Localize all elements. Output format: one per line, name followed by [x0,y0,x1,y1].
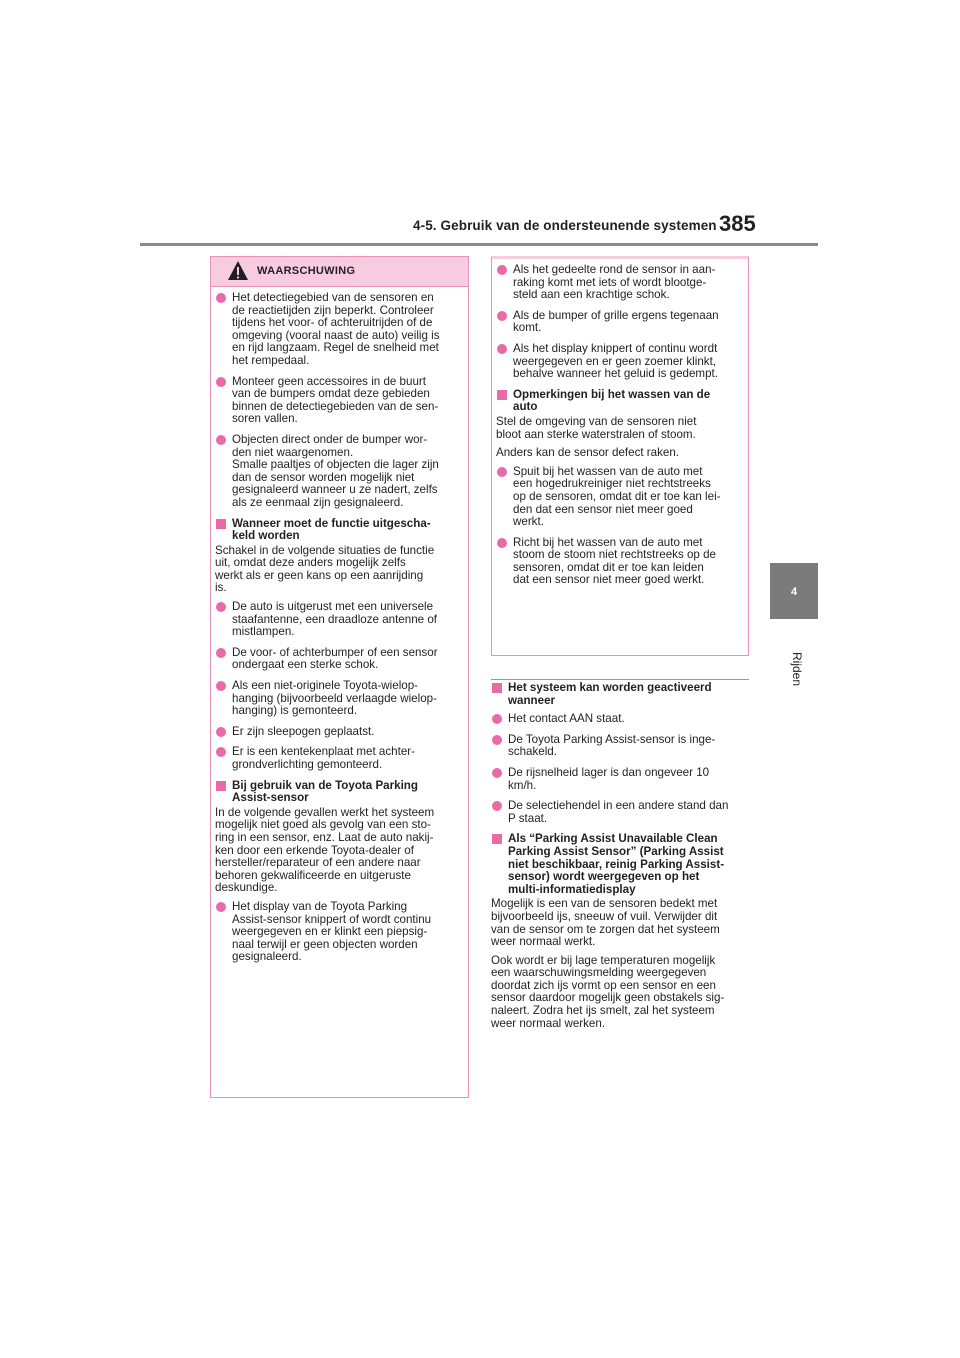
main-content [491,682,753,1036]
warning-box [210,256,469,1098]
section-heading-text: Het systeem kan worden geactiveerd wanneer [508,681,712,707]
paragraph: Mogelijk is een van de sensoren bedekt met bijvoorbeeld ijs, sneeuw of vuil. Verwijder dit van de sensor om te zorgen dat het systeem weer normaal werkt. [491,897,720,949]
section-divider [491,679,749,680]
list-item-text: De rijsnelheid lager is dan ongeveer 10 km/h. [508,765,710,792]
chapter-tab [770,563,818,619]
list-item-text: Er is een kentekenplaat met achter- grondverlichting gemonteerd. [232,745,416,771]
square-bullet-icon [216,519,226,529]
list-item [491,767,753,792]
section-heading [491,682,753,707]
list-item-text: Het contact AAN staat. [508,712,625,726]
list-item-text: Monteer geen accessoires in de buurt van de bumpers omdat deze gebieden binnen de detectiegebieden van de sen- soren vallen. [232,374,439,426]
list-item-text: Objecten direct onder de bumper wor- den niet waargenomen. Smalle paaltjes of objecten die lager zijn dan de sensor worden mogelijk niet gesignaleerd wanneer u ze nadert, zelfs als ze eenmaal zijn gesignaleerd. [232,432,439,509]
bullet-icon [492,735,502,745]
square-bullet-icon [492,683,502,693]
list-item-text: Richt bij het wassen van de auto met stoom de stoom niet rechtstreeks op de sensoren, omdat dit er toe kan leiden dat een sensor niet meer goed werkt. [513,535,716,587]
list-item [491,713,753,726]
section-title: 4-5. Gebruik van de ondersteunende systemen [413,218,717,233]
chapter-number: 4 [790,586,798,598]
paragraph: Stel de omgeving van de sensoren niet bloot aan sterke waterstralen of stoom. [496,414,697,441]
bullet-icon [216,293,226,303]
list-item [215,901,462,964]
warning-header [211,257,468,287]
paragraph: In de volgende gevallen werkt het systeem mogelijk niet goed als gevolg van een sto- ring in een sensor, enz. Laat de auto nakij- ken door een erkende Toyota-dealer of hersteller/reparateur of een andere naar behoren gekwalificeerde en uitgeruste deskundige. [215,805,435,895]
warning-triangle-icon [227,260,249,282]
chapter-label: Rijden [790,652,804,687]
list-item [215,746,462,771]
list-item [215,376,462,426]
list-item-text: De Toyota Parking Assist-sensor is inge- schakeld. [508,732,716,759]
bullet-icon [497,538,507,548]
list-item-text: Het detectiegebied van de sensoren en de reactietijden zijn beperkt. Controleer tijdens het voor- of achteruitrijden of de omgeving (vooral naast de auto) veilig is en rijd langzaam. Regel de snelheid met het rempedaal. [232,291,440,367]
bullet-icon [216,747,226,757]
bullet-icon [492,801,502,811]
list-item-text: Als het display knippert of continu wordt weergegeven en er geen zoemer klinkt, behalve wanneer het geluid is gedempt. [513,341,718,381]
list-item-text: De voor- of achterbumper of een sensor ondergaat een sterke schok. [232,645,438,672]
bullet-icon [497,467,507,477]
bullet-icon [216,602,226,612]
square-bullet-icon [216,781,226,791]
section-heading [491,833,753,896]
bullet-icon [216,648,226,658]
section-heading-text: Als “Parking Assist Unavailable Clean Parking Assist Sensor” (Parking Assist niet beschikbaar, reinig Parking Assist- sensor) wordt weergegeven op het multi-informatiedisplay [508,832,725,896]
paragraph: Anders kan de sensor defect raken. [496,446,680,460]
bullet-icon [216,902,226,912]
page-number: 385 [719,211,756,236]
list-item [215,647,462,672]
section-heading-text: Bij gebruik van de Toyota Parking Assist-sensor [232,778,418,805]
bullet-icon [216,727,226,737]
list-item-text: Als de bumper of grille ergens tegenaan komt. [513,308,719,335]
square-bullet-icon [492,834,502,844]
list-item [491,800,753,825]
warning-box-continued [491,256,749,656]
bullet-icon [497,311,507,321]
warning-body [211,287,468,964]
bullet-icon [216,435,226,445]
section-heading-text: Opmerkingen bij het wassen van de auto [513,387,711,414]
list-item-text: De selectiehendel in een andere stand dan P staat. [508,799,729,825]
list-item-text: De auto is uitgerust met een universele staafantenne, een draadloze antenne of mistlampen. [232,600,437,639]
section-heading [215,780,462,805]
paragraph: Ook wordt er bij lage temperaturen mogelijk een waarschuwingsmelding weergegeven doordat zich ijs vormt op een sensor en een sensor daardoor mogelijk geen obstakels sig- naleert. Zodra het ijs smelt, zal het systeem weer normaal werken. [491,953,725,1030]
warning-continued-body [492,259,748,587]
list-item-text: Als een niet-originele Toyota-wielop- hanging (bijvoorbeeld verlaagde wielop- hanging) is gemonteerd. [232,679,437,718]
paragraph: Schakel in de volgende situaties de functie uit, omdat deze anders mogelijk zelfs werkt als er geen kans op een aanrijding is. [215,543,435,595]
list-item-text: Het display van de Toyota Parking Assist-sensor knippert of wordt continu weergegeven en er klinkt een piepsig- naal terwijl er geen objecten worden gesignaleerd. [232,899,432,964]
list-item [496,537,742,587]
list-item [215,601,462,639]
list-item [496,343,742,381]
list-item [491,734,753,759]
header-rule [140,243,818,246]
list-item [496,310,742,335]
bullet-icon [216,681,226,691]
warning-title: WAARSCHUWING [257,265,356,277]
bullet-icon [492,768,502,778]
list-item-text: Spuit bij het wassen van de auto met een hogedrukreiniger niet rechtstreeks op de sensoren, omdat dit er toe kan lei- den dat een sensor niet meer goed werkt. [513,464,721,529]
list-item [496,264,742,302]
list-item [215,680,462,718]
bullet-icon [216,377,226,387]
list-item [215,292,462,368]
list-item [215,726,462,739]
list-item [496,466,742,529]
list-item-text: Als het gedeelte rond de sensor in aan- raking komt met iets of wordt blootge- steld aan een krachtige schok. [513,263,716,302]
bullet-icon [497,265,507,275]
list-item-text: Er zijn sleepogen geplaatst. [232,724,375,738]
square-bullet-icon [497,390,507,400]
list-item [215,434,462,510]
bullet-icon [492,714,502,724]
bullet-icon [497,344,507,354]
section-heading [496,389,742,414]
section-heading-text: Wanneer moet de functie uitgescha- keld worden [232,516,431,543]
section-heading [215,518,462,543]
